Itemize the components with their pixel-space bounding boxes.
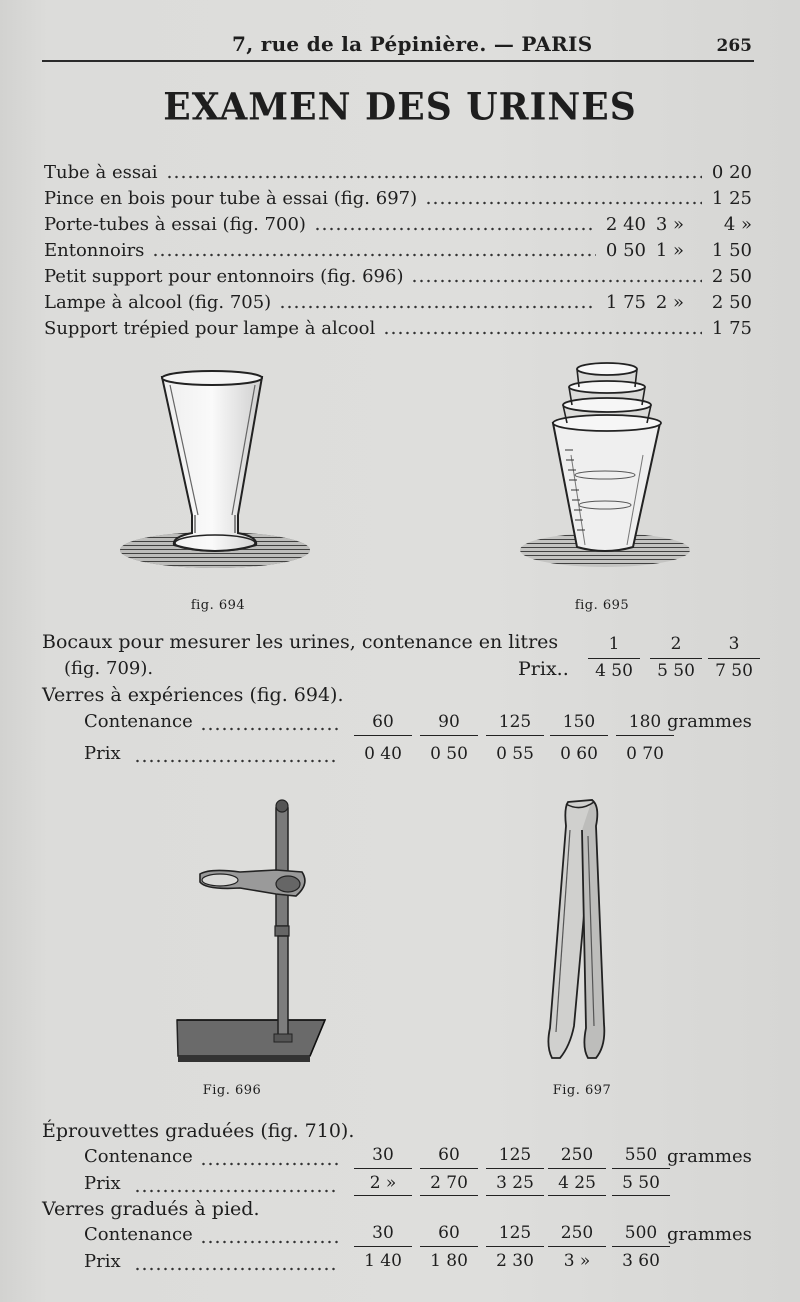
price-value: 3 60 bbox=[622, 1251, 660, 1271]
verres-experiences-title: Verres à expériences (fig. 694). bbox=[42, 684, 344, 706]
verres-gradues-title: Verres gradués à pied. bbox=[42, 1198, 260, 1220]
verres-gradues-unit: grammes bbox=[667, 1224, 752, 1245]
section-title: EXAMEN DES URINES bbox=[163, 84, 637, 130]
price-value: 5 50 bbox=[657, 661, 695, 681]
item-price-p1: 0 50 bbox=[605, 240, 646, 261]
dot-leader bbox=[425, 201, 702, 205]
contenance-value: 180 bbox=[628, 712, 662, 732]
contenance-value: 125 bbox=[498, 1223, 532, 1243]
price-value: 4 25 bbox=[558, 1173, 596, 1193]
column-rule bbox=[588, 658, 640, 659]
price-value: 0 55 bbox=[496, 744, 534, 764]
column-rule bbox=[420, 1195, 478, 1196]
column-rule bbox=[354, 1168, 412, 1169]
column-rule bbox=[354, 1195, 412, 1196]
dot-leader bbox=[314, 227, 596, 231]
contenance-value: 1 bbox=[608, 634, 620, 654]
item-price-p2: 2 » bbox=[655, 292, 684, 313]
price-value: 0 50 bbox=[430, 744, 468, 764]
item-price-p3: 2 50 bbox=[711, 292, 752, 313]
contenance-value: 60 bbox=[438, 1145, 460, 1165]
column-rule bbox=[708, 658, 760, 659]
price-value: 2 70 bbox=[430, 1173, 468, 1193]
item-name: Porte-tubes à essai (fig. 700) bbox=[44, 214, 306, 235]
eprouvettes-unit: grammes bbox=[667, 1146, 752, 1167]
item-price-p3: 0 20 bbox=[711, 162, 752, 183]
column-rule bbox=[486, 1168, 544, 1169]
contenance-value: 2 bbox=[670, 634, 682, 654]
figure-695-caption: fig. 695 bbox=[574, 598, 630, 613]
item-name: Entonnoirs bbox=[44, 240, 145, 261]
verres-gradues-prix-label: Prix bbox=[84, 1251, 121, 1272]
price-value: 4 50 bbox=[595, 661, 633, 681]
column-rule bbox=[612, 1195, 670, 1196]
page-header bbox=[42, 28, 754, 62]
contenance-value: 60 bbox=[438, 1223, 460, 1243]
column-rule bbox=[420, 1246, 478, 1247]
item-price-p3: 1 50 bbox=[711, 240, 752, 261]
eprouvettes-prix-label: Prix bbox=[84, 1173, 121, 1194]
item-price-p2: 1 » bbox=[655, 240, 684, 261]
item-price-p1: 1 75 bbox=[605, 292, 646, 313]
item-price-p2: 3 » bbox=[655, 214, 684, 235]
bocaux-figure-ref: (fig. 709). bbox=[64, 658, 154, 679]
item-name: Tube à essai bbox=[44, 162, 158, 183]
column-rule bbox=[616, 735, 674, 736]
dot-leader bbox=[200, 727, 338, 731]
column-rule bbox=[420, 1168, 478, 1169]
contenance-value: 3 bbox=[728, 634, 740, 654]
column-rule bbox=[486, 1195, 544, 1196]
verres-experiences-contenance-label: Contenance bbox=[84, 711, 193, 732]
figure-696-caption: Fig. 696 bbox=[202, 1083, 262, 1098]
header-address: 7, rue de la Pépinière. — PARIS bbox=[232, 32, 593, 56]
column-rule bbox=[548, 1195, 606, 1196]
verres-experiences-prix-label: Prix bbox=[84, 743, 121, 764]
eprouvettes-title: Éprouvettes graduées (fig. 710). bbox=[42, 1120, 355, 1142]
contenance-value: 150 bbox=[562, 712, 596, 732]
contenance-value: 550 bbox=[624, 1145, 658, 1165]
item-name: Support trépied pour lampe à alcool bbox=[44, 318, 376, 339]
column-rule bbox=[486, 1246, 544, 1247]
column-rule bbox=[550, 735, 608, 736]
dot-leader bbox=[152, 253, 596, 257]
contenance-value: 250 bbox=[560, 1145, 594, 1165]
dot-leader bbox=[279, 305, 596, 309]
figure-697-wooden-tongs bbox=[530, 796, 630, 1072]
dot-leader bbox=[166, 175, 702, 179]
dot-leader bbox=[134, 759, 338, 763]
column-rule bbox=[612, 1168, 670, 1169]
dot-leader bbox=[200, 1240, 338, 1244]
figure-694-caption: fig. 694 bbox=[190, 598, 246, 613]
verres-gradues-contenance-label: Contenance bbox=[84, 1224, 193, 1245]
contenance-value: 125 bbox=[498, 1145, 532, 1165]
price-value: 2 30 bbox=[496, 1251, 534, 1271]
dot-leader bbox=[383, 331, 702, 335]
price-row bbox=[44, 186, 754, 212]
column-rule bbox=[612, 1246, 670, 1247]
item-price-p1: 2 40 bbox=[605, 214, 646, 235]
contenance-value: 125 bbox=[498, 712, 532, 732]
dot-leader bbox=[200, 1162, 338, 1166]
price-value: 2 » bbox=[369, 1173, 397, 1193]
contenance-value: 30 bbox=[372, 1223, 394, 1243]
item-name: Petit support pour entonnoirs (fig. 696) bbox=[44, 266, 404, 287]
column-rule bbox=[354, 1246, 412, 1247]
price-row bbox=[44, 264, 754, 290]
contenance-value: 90 bbox=[438, 712, 460, 732]
price-row bbox=[44, 290, 754, 316]
price-row bbox=[44, 160, 754, 186]
figure-695-graduated-beakers bbox=[515, 355, 695, 585]
price-row bbox=[44, 238, 754, 264]
price-value: 0 40 bbox=[364, 744, 402, 764]
price-row bbox=[44, 212, 754, 238]
column-rule bbox=[420, 735, 478, 736]
page-number: 265 bbox=[716, 36, 752, 56]
price-value: 5 50 bbox=[622, 1173, 660, 1193]
price-value: 3 25 bbox=[496, 1173, 534, 1193]
column-rule bbox=[548, 1168, 606, 1169]
dot-leader bbox=[134, 1189, 338, 1193]
column-rule bbox=[486, 735, 544, 736]
item-name: Pince en bois pour tube à essai (fig. 697) bbox=[44, 188, 418, 209]
dot-leader bbox=[134, 1267, 338, 1271]
contenance-value: 250 bbox=[560, 1223, 594, 1243]
contenance-value: 60 bbox=[372, 712, 394, 732]
verres-experiences-unit: grammes bbox=[667, 711, 752, 732]
column-rule bbox=[354, 735, 412, 736]
item-price-p3: 1 75 bbox=[711, 318, 752, 339]
price-value: 1 80 bbox=[430, 1251, 468, 1271]
contenance-value: 30 bbox=[372, 1145, 394, 1165]
figure-697-caption: Fig. 697 bbox=[552, 1083, 612, 1098]
figure-696-funnel-support bbox=[170, 798, 340, 1068]
price-value: 1 40 bbox=[364, 1251, 402, 1271]
item-price-p3: 2 50 bbox=[711, 266, 752, 287]
eprouvettes-contenance-label: Contenance bbox=[84, 1146, 193, 1167]
dot-leader bbox=[411, 279, 702, 283]
price-value: 3 » bbox=[563, 1251, 591, 1271]
column-rule bbox=[650, 658, 702, 659]
price-value: 0 70 bbox=[626, 744, 664, 764]
contenance-value: 500 bbox=[624, 1223, 658, 1243]
price-value: 7 50 bbox=[715, 661, 753, 681]
price-value: 0 60 bbox=[560, 744, 598, 764]
item-name: Lampe à alcool (fig. 705) bbox=[44, 292, 272, 313]
item-price-p3: 1 25 bbox=[711, 188, 752, 209]
column-rule bbox=[548, 1246, 606, 1247]
bocaux-prix-label: Prix.. bbox=[518, 658, 569, 680]
figure-694-conical-glass bbox=[110, 365, 320, 585]
price-row bbox=[44, 316, 754, 342]
bocaux-description: Bocaux pour mesurer les urines, contenance en litres bbox=[42, 631, 559, 653]
item-price-p3: 4 » bbox=[723, 214, 752, 235]
